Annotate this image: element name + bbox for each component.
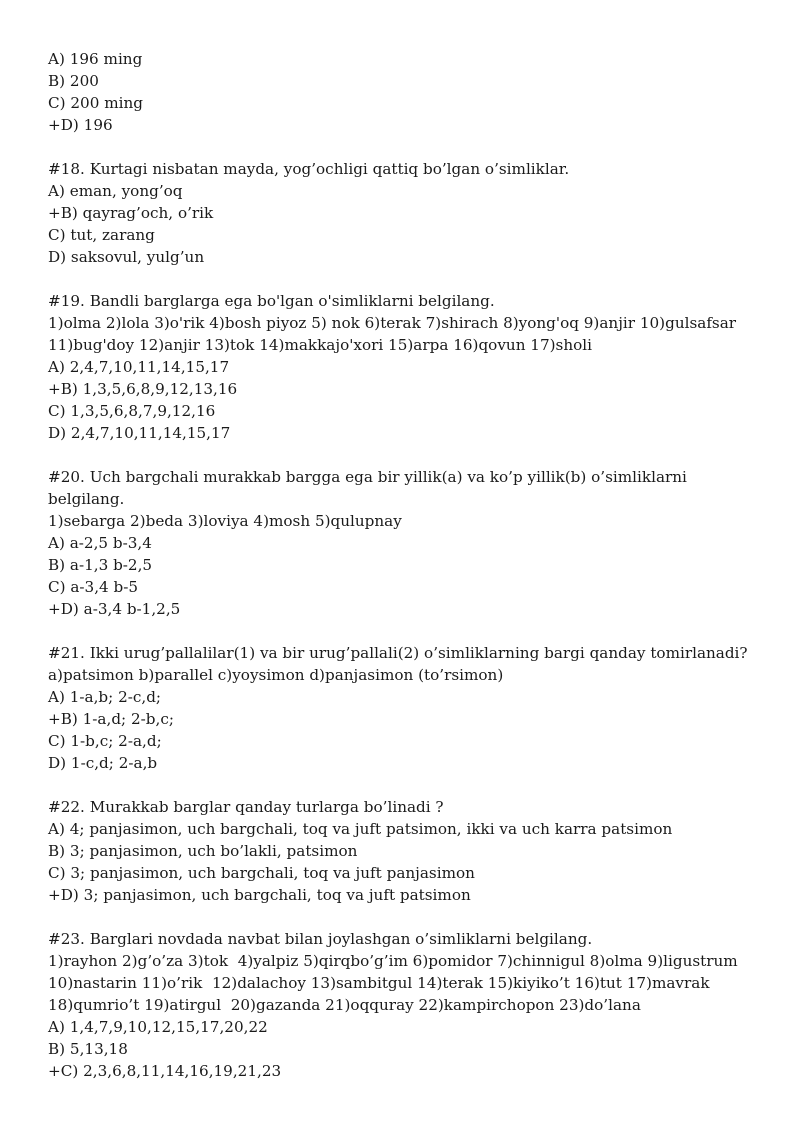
option-line: A) 2,4,7,10,11,14,15,17 [48,358,230,376]
option-line-correct: +D) 3; panjasimon, uch bargchali, toq va juft patsimon [48,886,471,904]
option-line: C) 3; panjasimon, uch bargchali, toq va juft panjasimon [48,864,475,882]
option-line: A) a-2,5 b-3,4 [48,534,152,552]
option-line: D) 1-c,d; 2-a,b [48,754,158,772]
item-list-line: 1)sebarga 2)beda 3)loviya 4)mosh 5)qulupnay [48,512,402,530]
item-list-line: 11)bug'doy 12)anjir 13)tok 14)makkajo'xori 15)arpa 16)qovun 17)sholi [48,336,592,354]
question-text: #23. Barglari novdada navbat bilan joylashgan o’simliklarni belgilang. [48,930,593,948]
option-line: C) 1-b,c; 2-a,d; [48,732,162,750]
option-line: B) 200 [48,72,99,90]
option-line-correct: +C) 2,3,6,8,11,14,16,19,21,23 [48,1062,282,1080]
item-list-line: 1)rayhon 2)g’o’za 3)tok 4)yalpiz 5)qirqbo’g’im 6)pomidor 7)chinnigul 8)olma 9)ligustrum [48,952,738,970]
question-text: #22. Murakkab barglar qanday turlarga bo’linadi ? [48,798,444,816]
question-text: #19. Bandli barglarga ega bo'lgan o'simliklarni belgilang. [48,292,495,310]
question-tail-options [48,48,768,136]
option-line: B) 5,13,18 [48,1040,128,1058]
item-list-line: 10)nastarin 11)o’rik 12)dalachoy 13)sambitgul 14)terak 15)kiyiko’t 16)tut 17)mavrak [48,974,710,992]
option-line-correct: +B) qayrag’och, o’rik [48,204,214,222]
option-line: A) 1,4,7,9,10,12,15,17,20,22 [48,1018,268,1036]
option-line: C) 200 ming [48,94,143,112]
option-line: A) 196 ming [48,50,143,68]
option-line-correct: +D) a-3,4 b-1,2,5 [48,600,181,618]
option-line: A) eman, yong’oq [48,182,183,200]
item-list-line: 1)olma 2)lola 3)o'rik 4)bosh piyoz 5) nok 6)terak 7)shirach 8)yong'oq 9)anjir 10)gulsafsar [48,314,737,332]
question-text: #20. Uch bargchali murakkab bargga ega bir yillik(a) va ko’p yillik(b) o’simliklarni [48,468,687,486]
option-line: C) a-3,4 b-5 [48,578,139,596]
question-22 [48,796,768,906]
question-text: #21. Ikki urug’pallalilar(1) va bir urug’pallali(2) o’simliklarning bargi qanday tomirlanadi? [48,644,748,662]
question-text: belgilang. [48,490,125,508]
question-20 [48,466,768,620]
question-18 [48,158,768,268]
option-line: C) tut, zarang [48,226,155,244]
item-list-line: 18)qumrio’t 19)atirgul 20)gazanda 21)oqquray 22)kampirchopon 23)do’lana [48,996,641,1014]
option-line: D) 2,4,7,10,11,14,15,17 [48,424,231,442]
option-line-correct: +B) 1,3,5,6,8,9,12,13,16 [48,380,238,398]
option-line: A) 4; panjasimon, uch bargchali, toq va juft patsimon, ikki va uch karra patsimon [48,820,673,838]
question-21 [48,642,768,774]
item-list-line: a)patsimon b)parallel c)yoysimon d)panjasimon (to’rsimon) [48,666,504,684]
question-19 [48,290,768,444]
document-page [48,48,768,1082]
question-23 [48,928,768,1082]
option-line: C) 1,3,5,6,8,7,9,12,16 [48,402,216,420]
option-line: D) saksovul, yulg’un [48,248,205,266]
option-line: A) 1-a,b; 2-c,d; [48,688,162,706]
option-line-correct: +D) 196 [48,116,113,134]
option-line: B) a-1,3 b-2,5 [48,556,153,574]
option-line-correct: +B) 1-a,d; 2-b,c; [48,710,174,728]
question-text: #18. Kurtagi nisbatan mayda, yog’ochligi qattiq bo’lgan o’simliklar. [48,160,570,178]
option-line: B) 3; panjasimon, uch bo’lakli, patsimon [48,842,358,860]
